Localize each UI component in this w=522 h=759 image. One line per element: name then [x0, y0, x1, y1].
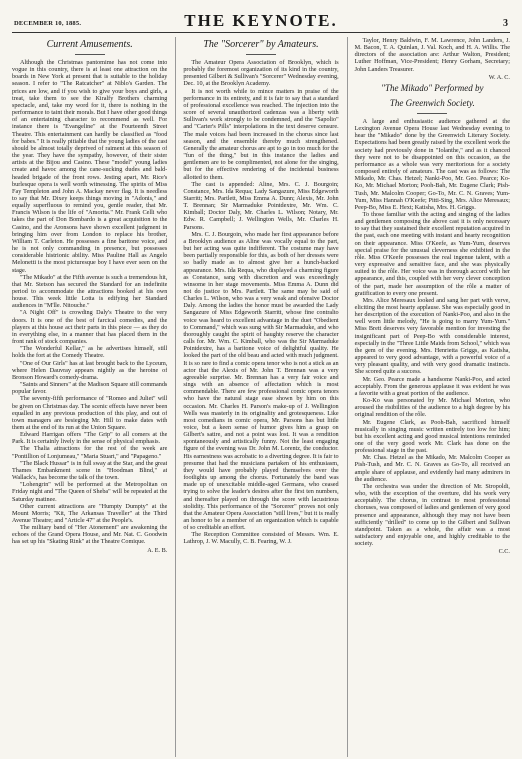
paragraph: Other current attractions are "Humpty Dumpty" at the Mount Morris; "Kit, The Arkansas Traveller" at the Third Avenue Theatre; and "Article 47" at the People's.: [12, 502, 168, 524]
article-heading-sorcerer: The "Sorcerer" by Amateurs.: [203, 39, 319, 50]
paragraph: "Saints and Sinners" at the Madison Square still commands popular favor.: [12, 381, 168, 396]
article-heading-mikado-line1: "The Mikado" Performed by: [381, 82, 484, 93]
article-body-current-amusements: [12, 59, 167, 546]
article-signature: C.C.: [498, 548, 510, 556]
heading-rule: [246, 54, 276, 55]
article-signature: W. A. C.: [488, 73, 510, 81]
article-heading-current-amusements: Current Amusements.: [46, 39, 133, 50]
paragraph: The Reception Committee consisted of Messrs. Wm. E. Lathrop, J. W. Macully, C. B. Fearing, W. J.: [183, 531, 339, 546]
column-3: [347, 37, 510, 757]
column-1: [12, 37, 167, 757]
paragraph: It is not worth while to mince matters in praise of the performance in its entirety, and it is fair to say that a standard of professional excellence was reached. The injection into the score of several unauthorized cadenzas was a liberty with Sullivan's work strongly to be condemned, and the "Sapolio" and "Carter's Pills" interpolations in the text deserve censure. The male voices had been increased in the chorus since last season, and the ensemble thereby much strengthened. Generally the amateur chorus are apt to go in too much for the "fun of the thing," but in this instance the ladies and gentlemen are to be complimented, not alone for the singing, but for the effective rendering of the incidental business allotted to them.: [183, 87, 339, 181]
masthead: [12, 8, 510, 33]
article-heading-mikado-line2: The Greenwich Society.: [389, 97, 475, 108]
article-columns: [12, 37, 510, 757]
paragraph: "The Wonderful Kellar," as he advertises himself, still holds the fort at the Comedy Theatre.: [12, 345, 168, 360]
paragraph: "The Mikado" at the Fifth avenue is such a tremendous hit, that Mr. Stetson has secured the Standard for an indefinite period to accommodate the attractions booked at his own house. This week little Lotta is edifying her Standard audiences in "M'lle. Nitouche.": [12, 273, 168, 310]
heading-rule: [417, 113, 447, 114]
issue-date: DECEMBER 10, 1885.: [14, 20, 82, 27]
paragraph: Mr. Eugene Clark, as Pooh-Bah, sacrificed himself musically in singing music written entirely too low for him; but his excellent acting and good musical intentions reminded one of the very good work Mr. Clark has done on the professional stage in the past.: [354, 418, 510, 455]
paragraph: The Thalia attractions for the rest of the week are "Pontillion of Lonjumeau," "Maria Stuart," and "Papageno.": [12, 445, 168, 460]
paragraph: Mr. Geo. Pearce made a handsome Nanki-Poo, and acted acceptably. From the generous applause it was evident he was a favorite with a great portion of the audience.: [354, 375, 510, 397]
article-body-sorcerer: [183, 59, 338, 546]
article-signature: A. E. B.: [147, 546, 168, 554]
paragraph: Edward Harrigan offers "The Grip" to all comers at the Park. It is certainly lively in the sense of physical emphasis.: [12, 431, 168, 446]
paragraph: A large and enthusiastic audience gathered at the Lexington Avenue Opera House last Wednesday evening to hear the "Mikado" done by the Greenwich Literary Society. Expectations had been greatly raised by the excellent work the society had previously done in "Iolanthe," and as it chanced they were not to be disappointed on this occasion, as the performance as a whole was very meritorious for a society composed entirely of amateurs. The cast was as follows: The Mikado, Mr. Chas. Hetzel; Nanki-Poo, Mr. Geo. Pearce; Ko-Ko, Mr. Michael Morton; Pooh-Bah, Mr. Eugene Clark; Pish-Tush, Mr. Malcolm Cooper; Go-To, Mr. C. N. Graves; Yum-Yum, Miss Hannah O'Keefe; Pitti-Sing, Mrs. Alice Meresaux; Peep-Bo, Miss E. Hext; Katisha, Mrs. H. Griggs.: [354, 117, 510, 211]
paragraph: "One of Our Girls" has at last brought back to the Lyceum, where Helen Dauvray appears nightly as the heroine of Bronson Howard's comedy-drama.: [12, 359, 168, 381]
paragraph: To those familiar with the acting and singing of the ladies and gentlemen composing the above cast it is only necessary to say that they sustained their excellent reputation acquired in the past, each one meeting with instant and hearty recognition on their appearance. Miss O'Keefe, as Yum-Yum, deserves special praise for the unusual cleverness she exhibited in the rôle. Miss O'Keefe possesses the real ingenue talent, with a very expressive and sensitive face, and she was physically suited to the rôle. Her voice was in thorough accord with her appearance, and this, coupled with her very clever conception of the part, made her assumption of the rôle a matter of gratification to every one present.: [354, 210, 510, 297]
paragraph: "A Night Off" is crowding Daly's Theatre to the very doors. It is one of the best of farcical comedies, and the players at this house act their parts in this piece — as they do in everything else, in a manner that has placed them in the front rank of stock companies.: [12, 309, 168, 346]
paragraph: The orchestra was under the direction of Mr. Stropoldi, who, with the exception of the overture, did his work very acceptably. The chorus, in contrast to most professional choruses, was composed of ladies and gentlemen of very good presence and appearance, although they may not have been sufficiently "drilled" to come up to the Gilbert and Sullivan standpoint. Taken as a whole, the affair was a most satisfactory and enjoyable one, and highly creditable to the society.: [354, 482, 510, 548]
paragraph: The seventy-fifth performance of "Romeo and Juliet" will be given on Christmas day. The scenic effects have never been equalled in any previous production of this play, and out of town managers are besieging Mr. Hill to make dates with them at the end of its run at the Union Square.: [12, 395, 168, 431]
paragraph: Mrs. Alice Meresaux looked and sang her part with verve, eliciting the most hearty applause. She was especially good in her description of the execution of Nanki-Poo, and also in the well worn little melody, "He is going to marry Yum-Yum." Miss Brett deserves very favorable mention for investing the insignificant part of Peep-Bo with considerable interest, especially in the "Three Little Maids from School," which was the gem of the evening. Mrs. Henrietta Griggs, as Katisha, appeared to very good advantage, with a powerful voice of a very pleasant quality, and with very good dramatic instincts. She scored quite a success.: [354, 296, 510, 376]
paragraph: Taylor, Henry Baldwin, F. M. Lawrence, John Landers, J. M. Bacon, T. A. Quinlan, J. Val. Koch, and H. A. Willis. The directors of the association are: Arthur Walton, President; Luther Hoffman, Vice-President; Henry Gorham, Secretary; John Landers Treasurer.: [354, 37, 510, 73]
heading-rule: [75, 54, 105, 55]
paragraph: Mr. Chas. Hetzel as the Mikado, Mr. Malcolm Cooper as Pish-Tush, and Mr. C. N. Graves as Go-To, all received an ample share of applause, and evidently had many admirers in the audience.: [354, 454, 510, 483]
article-continuation: [355, 37, 510, 73]
paragraph: Although the Christmas pantomime has not come into vogue in this country, there is at least one attraction on the boards in New York at present that is suitable to the holiday season. I refer to "The Ratcatcher" at Niblo's Garden. The prices are low, and if you wish to give your boys and girls, a treat, take them to see the Kiralfy Brothers charming spectacle, and, take my word for it, there is nothing in the performance to taint their morals. But I have other good things of an entertaining character to recommend as well. For instance there is "Evangeline" at the Fourteenth Street Theatre. This entertainment can hardly be classified as "food for babes." It is really pitiable that the young ladies of the cast should be almost totally deprived of raiment at this season of the year. They have the sympathy, however, of their sister artists at the Bijou and Casino. These "model" young ladies create and havoc among the cane-sucking dudes and bald-headed brigade of the front rows. Jesting apart, Mr. Rice's burlesque opera is well worth witnessing. The spirits of Miss Fay Templeton and John A. Mackay never flag. It is needless to say that Mr. Dixey keeps things moving in "Adonis," and equally superfluous to remind you, gentle reader, that Mr. Francis Wilson is the life of "Amorita." Mr. Frank Celli who takes the part of Don Bombardo is a great acquisition to the Casino, and the Aronsons have shown excellent judgment in bringing him over from London to replace his brother, William T. Carleton. He possesses a fine baritone voice, and he is not only commanding in presence, but possesses considerable histrionic ability. Miss Pauline Hall as Angelo Melonetti is the most picturesque boy I have ever seen on the stage.: [12, 59, 168, 274]
page-number: 3: [503, 18, 508, 29]
paragraph: The Amateur Opera Association of Brooklyn, which is probably the foremost organization of its kind in the country, presented Gilbert & Sullivan's "Sorcerer" Wednesday evening, Dec. 10, at the Brooklyn Academy.: [183, 59, 339, 88]
paragraph: "The Black Hussar" is in full sway at the Star, and the great Thames Embankment scene in "Hoodman Blind," at Wallack's, has become the talk of the town.: [12, 459, 168, 482]
publication-title: THE KEYNOTE.: [184, 11, 338, 30]
column-2: [175, 37, 338, 757]
paragraph: The cast is appended: Aline, Mrs. C. J. Bourgoin; Constance, Mrs. Ida Requa; Lady Sangazure, Miss Edgeworth Starritt; Mrs. Partlett, Miss Emma A. Dunn; Alexis, Mr. John T. Brennan; Sir Marmaduke Pointdextre, Mr. Wm. C. Kimball; Doctor Daly, Mr. Charles L. Wilson; Notary, Mr. Edw. R. Campbell; J. Wellington Wells, Mr. Charles H. Parsons.: [183, 180, 339, 231]
paragraph: "Lohengrin" will be performed at the Metropolitan on Friday night and "The Queen of Sheba" will be repeated at the Saturday matinee.: [12, 481, 168, 503]
paragraph: The military band of "Her Atonement" are awakening the echoes of the Grand Opera House, and Mr. Nat. C. Goodwin has set up his "Skating Rink" at the Theatre Comique.: [12, 524, 168, 546]
paragraph: Mrs. C. J. Bourgoin, who made her first appearance before a Brooklyn audience as Aline was vocally equal to the part, but her acting was quite indifferent. The costume may have been partially responsible for this, as both of her dresses were so badly made as to almost give her a hunch-backed appearance. Mrs. Ida Requa, who displayed a charming figure as Constance, sang with discretion and was exceedingly winsome in her stage movements. Miss Emma A. Dunn did not do justice to Mrs. Partlett. The same may be said of Charles L. Wilson, who was a very weak and ofensive Doctor Daly. Among the ladies the honor must be awarded the Lady Sangazure of Miss Edgeworth Starritt, whose fine contralto voice was heard to excellent advantage in the duet "Obedient to Command," which was sung with Sir Marmaduke, and who thoroughly caught the spirit of haughty reserve the character calls for. Mr. Wm. C. Kimball, who was the Sir Marmaduke Pointdextre, has a baritone voice of delightful quality. He looked the part of the old beau and acted with much judgment. It is so rare to find a comic opera tenor who is not a stick as an actor that the Alexis of Mr. John T. Brennan was a very agreeable surprise. Mr. Brennan has a very fair voice and sings with an absence of affectation which is most commendable. There are few professional comic opera tenors who have the natural stage ease shown by him on this occasion. Mr. Charles H. Parson's make-up of J. Wellington Wells was masterly in its originality and grotesqueness. Like most comedians in comic opera, Mr. Parsons has but little voice, but a keen sense of humor gives him a grasp on Gilbert's satire, and not a point was lost. It was a rendition spontaneously and artistically funny. Not the least engaging figure of the evening was Dr. John M. Lorentz, the conductor. His earnestness was acrobatic to a diverting degree. It is fair to presume that had the musicians partaken of his enthusiasm, they would have probably played themselves over the footlights up among the chorus. Fortunately the band was made up of unexcitable middle-aged Germans, who ceased trying to solve the leader's desires after the first ten numbers, and thereafter played on through the score with lacustrious stolidity. This performance of the "Sorcerer" proves not only that the Amateur Opera Association "still lives," but it is really an honor to be a member of an organization which is capable of so creditable an effort.: [183, 230, 339, 532]
paragraph: Ko-Ko was personated by Mr. Michael Morton, who aroused the risibilities of the audience to a high degree by his original rendition of the rôle.: [354, 397, 510, 419]
article-body-mikado: [355, 118, 510, 547]
